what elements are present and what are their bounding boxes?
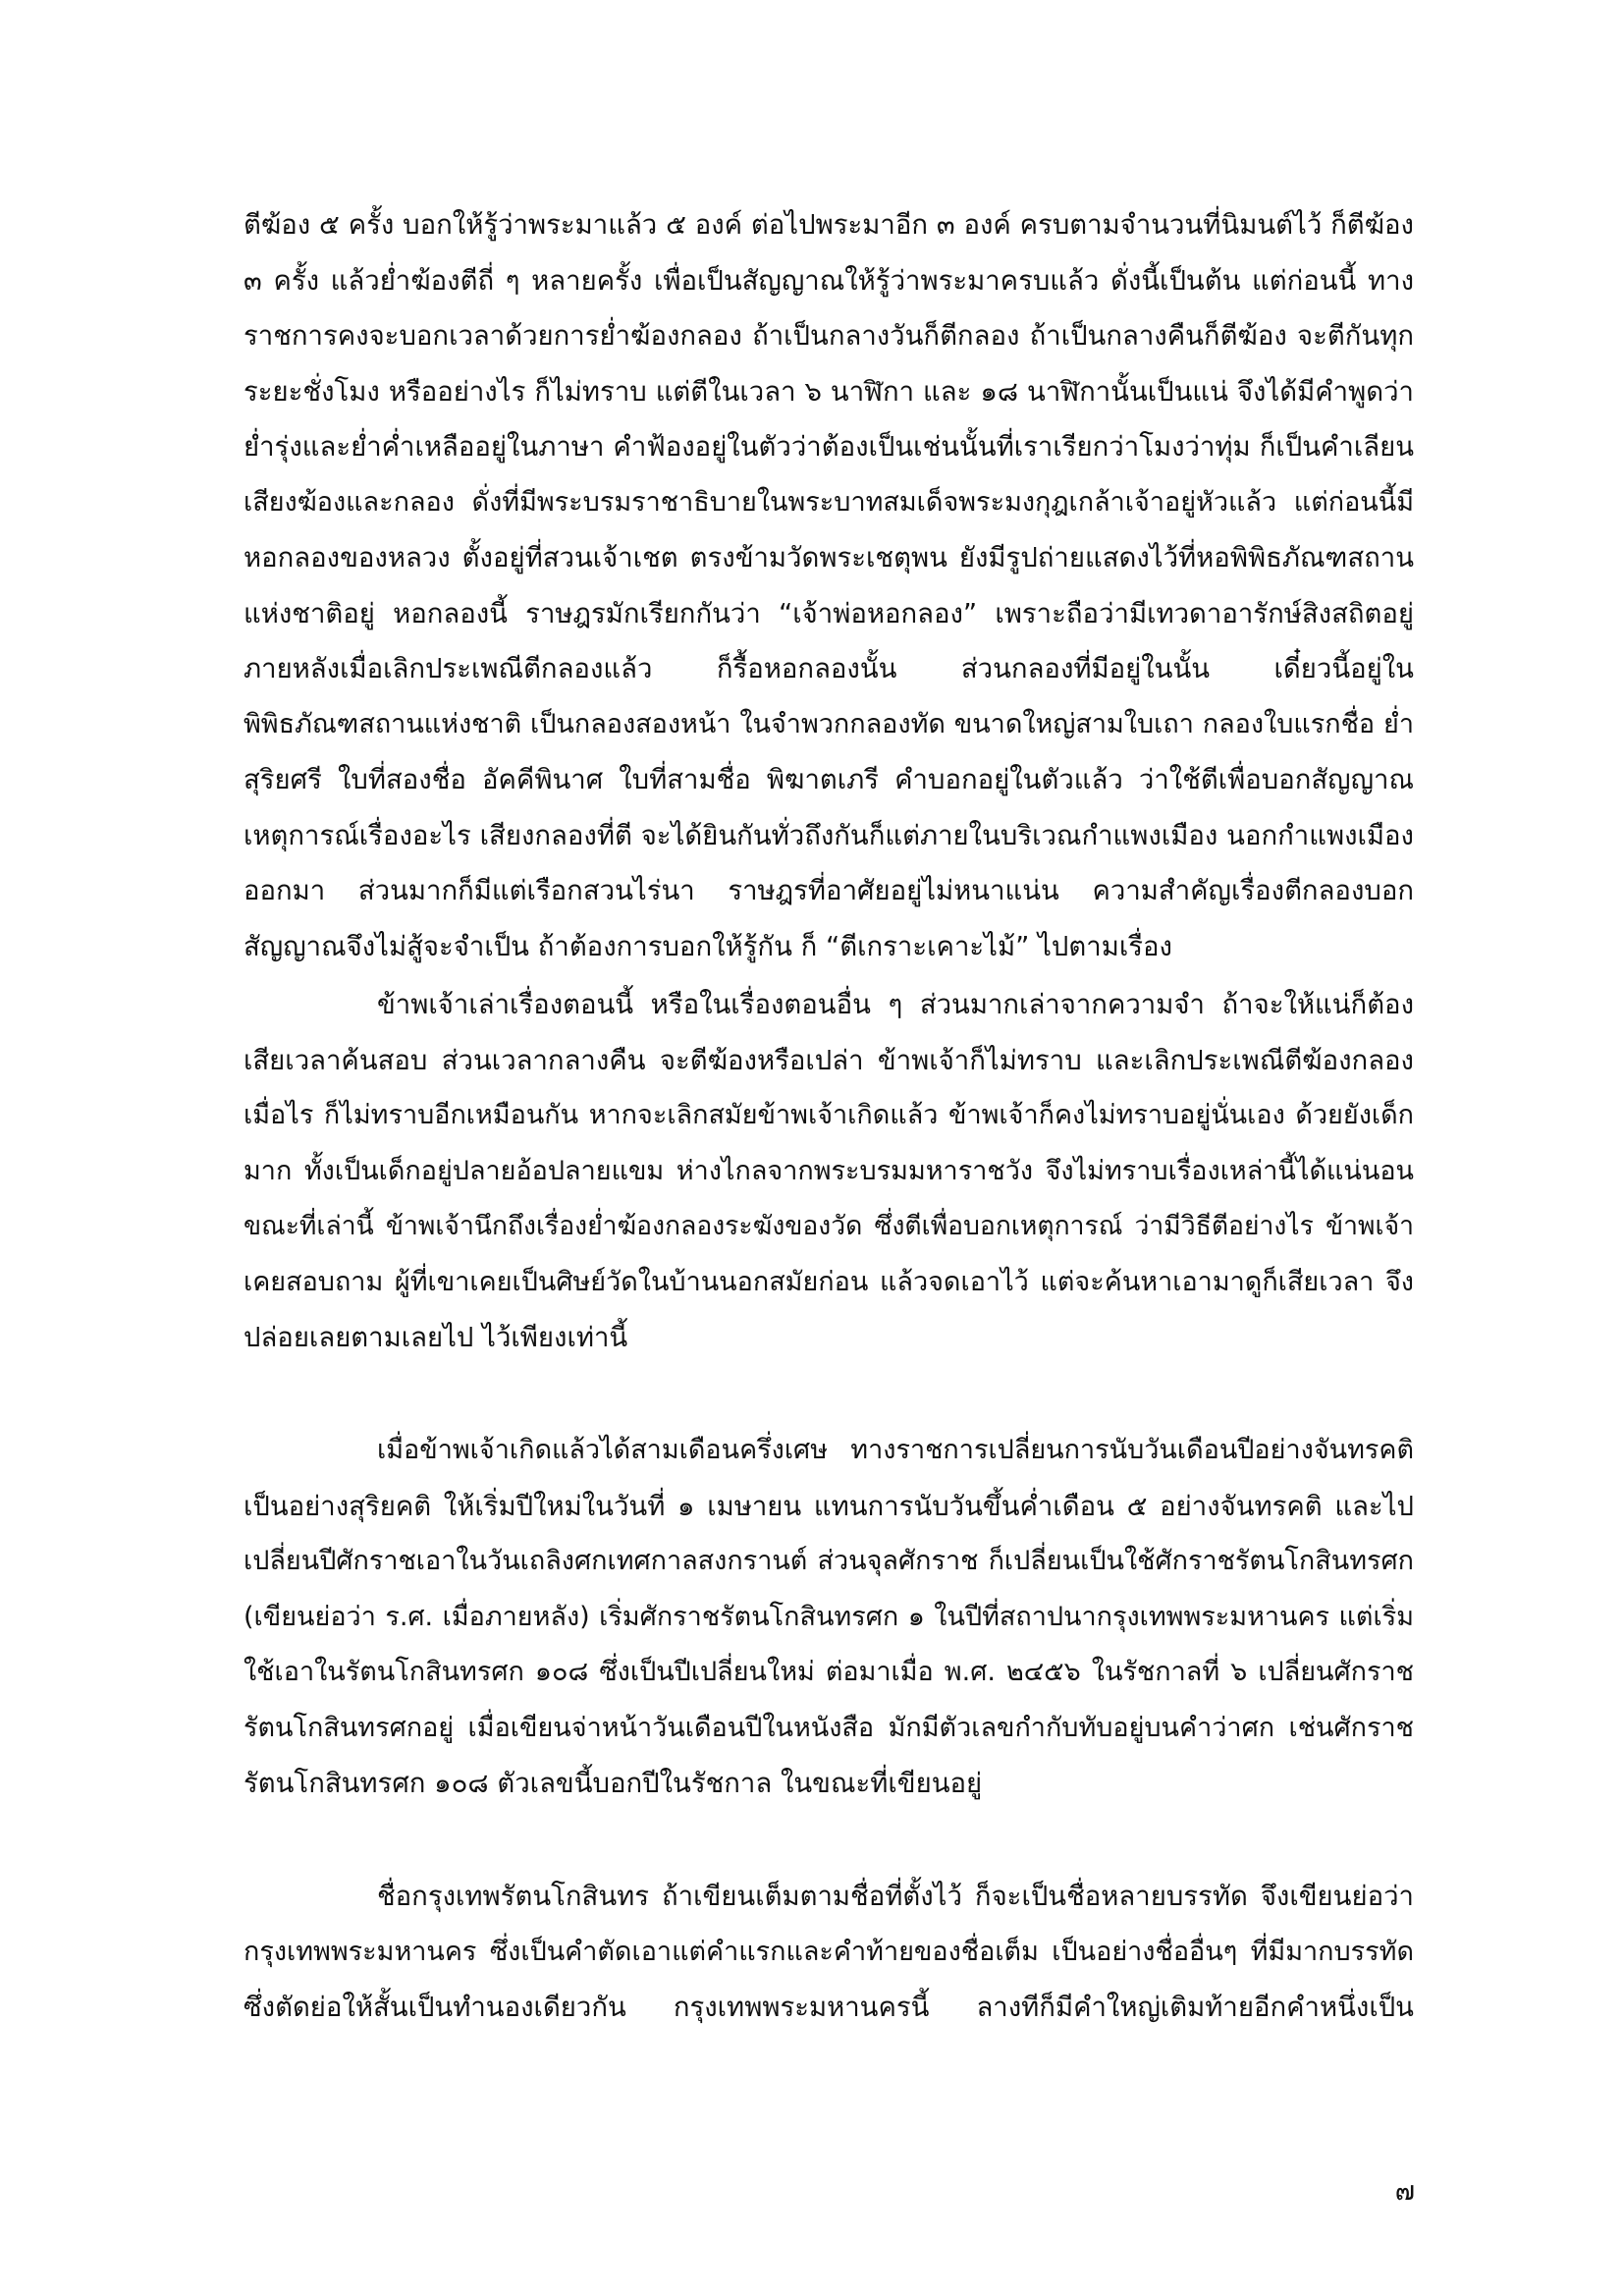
text-line: เสียงฆ้องและกลอง ดั่งที่มีพระบรมราชาธิบายในพระบาทสมเด็จพระมงกุฎเกล้าเจ้าอยู่หัวแล้ว แต่ก่อนนี้มี: [243, 486, 1414, 518]
text-line: เสียเวลาค้นสอบ ส่วนเวลากลางคืน จะตีฆ้องหรือเปล่า ข้าพเจ้าก็ไม่ทราบ และเลิกประเพณีตีฆ้องกลอง: [243, 1044, 1414, 1076]
text-line: ออกมา ส่วนมากก็มีแต่เรือกสวนไร่นา ราษฎรที่อาศัยอยู่ไม่หนาแน่น ความสำคัญเรื่องตีกลองบอก: [243, 875, 1414, 906]
text-line: ข้าพเจ้าเล่าเรื่องตอนนี้ หรือในเรื่องตอนอื่น ๆ ส่วนมากเล่าจากความจำ ถ้าจะให้แน่ก็ต้อง: [377, 989, 1414, 1020]
text-line: เมื่อไร ก็ไม่ทราบอีกเหมือนกัน หากจะเลิกสมัยข้าพเจ้าเกิดแล้ว ข้าพเจ้าก็คงไม่ทราบอยู่นั่นเอง ด้วยยังเด็ก: [243, 1100, 1414, 1130]
text-line: เมื่อข้าพเจ้าเกิดแล้วได้สามเดือนครึ่งเศษ ทางราชการเปลี่ยนการนับวันเดือนปีอย่างจันทรคติ: [377, 1435, 1414, 1465]
text-line: ขณะที่เล่านี้ ข้าพเจ้านึกถึงเรื่องย่ำฆ้องกลองระฆังของวัด ซึ่งตีเพื่อบอกเหตุการณ์ ว่ามีวิธีตีอย่างไร ข้าพเจ้า: [243, 1211, 1414, 1241]
text-line: ๓ ครั้ง แล้วย่ำฆ้องตีถี่ ๆ หลายครั้ง เพื่อเป็นสัญญาณให้รู้ว่าพระมาครบแล้ว ดั่งนี้เป็นต้น แต่ก่อนนี้ ทาง: [243, 264, 1414, 297]
text-line: ชื่อกรุงเทพรัตนโกสินทร ถ้าเขียนเต็มตามชื่อที่ตั้งไว้ ก็จะเป็นชื่อหลายบรรทัด จึงเขียนย่อว่า: [377, 1881, 1414, 1912]
text-line: ใช้เอาในรัตนโกสินทรศก ๑๐๘ ซึ่งเป็นปีเปลี่ยนใหม่ ต่อมาเมื่อ พ.ศ. ๒๔๕๖ ในรัชกาลที่ ๖ เปลี่ยนศักราช: [243, 1657, 1414, 1687]
text-line: เป็นอย่างสุริยคติ ให้เริ่มปีใหม่ในวันที่ ๑ เมษายน แทนการนับวันขึ้นค่ำเดือน ๕ อย่างจันทรคติ และไป: [243, 1490, 1414, 1522]
text-line: เปลี่ยนปีศักราชเอาในวันเถลิงศกเทศกาลสงกรานต์ ส่วนจุลศักราช ก็เปลี่ยนเป็นใช้ศักราชรัตนโกสินทรศก: [243, 1546, 1414, 1576]
text-line: หอกลองของหลวง ตั้งอยู่ที่สวนเจ้าเชต ตรงข้ามวัดพระเชตุพน ยังมีรูปถ่ายแสดงไว้ที่หอพิพิธภัณฑสถาน: [243, 542, 1414, 574]
text-line: มาก ทั้งเป็นเด็กอยู่ปลายอ้อปลายแขม ห่างไกลจากพระบรมมหาราชวัง จึงไม่ทราบเรื่องเหล่านี้ได้แน่นอน: [243, 1155, 1414, 1186]
text-line: เคยสอบถาม ผู้ที่เขาเคยเป็นศิษย์วัดในบ้านนอกสมัยก่อน แล้วจดเอาไว้ แต่จะค้นหาเอามาดูก็เสียเวลา จึง: [243, 1266, 1414, 1297]
text-line: สุริยศรี ใบที่สองชื่อ อัคคีพินาศ ใบที่สามชื่อ พิฆาตเภรี คำบอกอยู่ในตัวแล้ว ว่าใช้ตีเพื่อบอกสัญญาณ: [243, 764, 1414, 795]
text-line: ภายหลังเมื่อเลิกประเพณีตีกลองแล้ว ก็รื้อหอกลองนั้น ส่วนกลองที่มีอยู่ในนั้น เดี๋ยวนี้อยู่ใน: [243, 653, 1414, 684]
text-line: ซึ่งตัดย่อให้สั้นเป็นทำนองเดียวกัน กรุงเทพพระมหานครนี้ ลางทีก็มีคำใหญ่เติมท้ายอีกคำหนึ่งเป็น: [243, 1992, 1414, 2023]
text-line: ปล่อยเลยตามเลยไป ไว้เพียงเท่านี้: [243, 1322, 628, 1353]
paragraph-2: [243, 977, 1414, 1366]
text-line: แห่งชาติอยู่ หอกลองนี้ ราษฎรมักเรียกกันว่า “เจ้าพ่อหอกลอง” เพราะถือว่ามีเทวดาอารักษ์สิงสถิตอยู่: [243, 597, 1414, 629]
text-line: ราชการคงจะบอกเวลาด้วยการย่ำฆ้องกลอง ถ้าเป็นกลางวันก็ตีกลอง ถ้าเป็นกลางคืนก็ตีฆ้อง จะตีกันทุก: [243, 320, 1414, 352]
text-line: พิพิธภัณฑสถานแห่งชาติ เป็นกลองสองหน้า ในจำพวกกลองทัด ขนาดใหญ่สามใบเถา กลองใบแรกชื่อ ย่ำ: [243, 708, 1414, 739]
text-line: ระยะชั่งโมง หรืออย่างไร ก็ไม่ทราบ แต่ตีในเวลา ๖ นาฬิกา และ ๑๘ นาฬิกานั้นเป็นแน่ จึงได้มีคำพูดว่า: [243, 375, 1414, 408]
paragraph-4: [243, 1869, 1414, 2036]
text-line: รัตนโกสินทรศก ๑๐๘ ตัวเลขนี้บอกปีในรัชกาล ในขณะที่เขียนอยู่: [243, 1768, 983, 1799]
text-line: ตีฆ้อง ๕ ครั้ง บอกให้รู้ว่าพระมาแล้ว ๕ องค์ ต่อไปพระมาอีก ๓ องค์ ครบตามจำนวนที่นิมนต์ไว้ ก็ตีฆ้อง: [243, 209, 1414, 241]
paragraph-3: [243, 1423, 1414, 1812]
text-line: เหตุการณ์เรื่องอะไร เสียงกลองที่ตี จะได้ยินกันทั่วถึงกันก็แต่ภายในบริเวณกำแพงเมือง นอกกำแพงเมือง: [243, 819, 1414, 851]
text-line: ย่ำรุ่งและย่ำค่ำเหลืออยู่ในภาษา คำฟ้องอยู่ในตัวว่าต้องเป็นเช่นนั้นที่เราเรียกว่าโมงว่าทุ่ม ก็เป็นคำเลียน: [243, 431, 1414, 463]
text-line: สัญญาณจึงไม่สู้จะจำเป็น ถ้าต้องการบอกให้รู้กัน ก็ “ตีเกราะเคาะไม้” ไปตามเรื่อง: [243, 930, 1172, 962]
page-number: ๗: [1394, 2176, 1415, 2207]
text-line: กรุงเทพพระมหานคร ซึ่งเป็นคำตัดเอาแต่คำแรกและคำท้ายของชื่อเต็ม เป็นอย่างชื่ออื่นๆ ที่มีมากบรรทัด: [243, 1936, 1414, 1967]
text-line: รัตนโกสินทรศกอยู่ เมื่อเขียนจ่าหน้าวันเดือนปีในหนังสือ มักมีตัวเลขกำกับทับอยู่บนคำว่าศก เช่นศักราช: [243, 1712, 1414, 1743]
paragraph-1: [243, 197, 1414, 974]
text-line: (เขียนย่อว่า ร.ศ. เมื่อภายหลัง) เริ่มศักราชรัตนโกสินทรศก ๑ ในปีที่สถาปนากรุงเทพพระมหานคร แต่เริ่ม: [243, 1601, 1414, 1632]
